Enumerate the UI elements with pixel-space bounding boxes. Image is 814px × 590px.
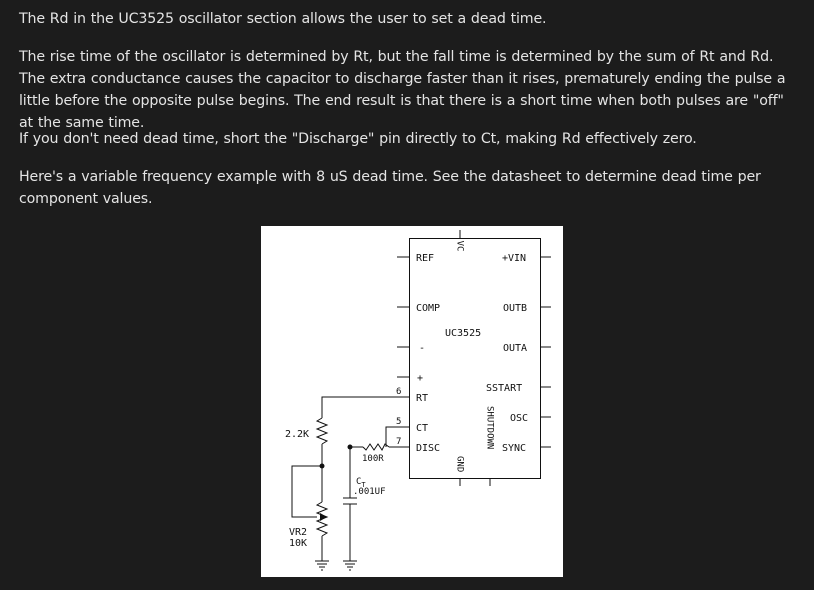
pin-label-outa: OUTA bbox=[503, 343, 528, 354]
junction-dot bbox=[320, 464, 325, 469]
uc3525-schematic-image bbox=[261, 226, 563, 577]
pin-label-plus: + bbox=[417, 373, 424, 384]
pin-label-sync: SYNC bbox=[502, 443, 527, 454]
pot-wiper-arrow bbox=[320, 513, 327, 521]
paragraph-intro: The Rd in the UC3525 oscillator section allows the user to set a dead time. bbox=[19, 11, 547, 27]
pin-label-vin: +VIN bbox=[502, 253, 527, 264]
pin-number-ct: 5 bbox=[396, 417, 402, 427]
paragraph-no-dead-time: If you don't need dead time, short the "Discharge" pin directly to Ct, making Rd effectively zero. bbox=[19, 131, 697, 147]
pin-label-shutdown: SHUTDOWN bbox=[484, 406, 495, 450]
capacitor-label: $C_T$ bbox=[356, 477, 366, 489]
pin-label-outb: OUTB bbox=[503, 303, 528, 314]
capacitor-value: .001UF bbox=[353, 487, 386, 497]
resistor-label-r1: 2.2K bbox=[285, 429, 310, 440]
pin-label-disc: DISC bbox=[416, 443, 441, 454]
paragraph-example: Here's a variable frequency example with 8 uS dead time. See the datasheet to determine dead time per component values. bbox=[19, 169, 761, 207]
pin-label-comp: COMP bbox=[416, 303, 441, 314]
pin-label-gnd: GND bbox=[454, 456, 465, 473]
pot-label: VR2 bbox=[289, 527, 308, 538]
pin-label-ref: REF bbox=[416, 253, 435, 264]
junction-dot bbox=[348, 445, 353, 450]
pin-label-ct: CT bbox=[416, 423, 429, 434]
chip-name: UC3525 bbox=[445, 328, 482, 339]
pin-label-sstart: SSTART bbox=[486, 383, 523, 394]
pin-number-rt: 6 bbox=[396, 387, 402, 397]
pot-value: 10K bbox=[289, 538, 308, 549]
pin-label-minus: - bbox=[419, 343, 426, 354]
paragraph-rise-fall-time: The rise time of the oscillator is determined by Rt, but the fall time is determined by the sum of Rt and Rd. The extra conductance causes the capacitor to discharge faster than it rises, prematurely ending the pulse a little before the opposite pulse begins. The end result is that there is a short time when both pulses are "off" at the same time. bbox=[19, 49, 786, 131]
resistor-label-rd: 100R bbox=[362, 454, 384, 464]
pin-label-vc: VC bbox=[454, 240, 465, 252]
pin-label-osc: OSC bbox=[510, 413, 529, 424]
schematic-drawing bbox=[261, 226, 563, 577]
pin-label-rt: RT bbox=[416, 393, 429, 404]
pin-number-disc: 7 bbox=[396, 437, 402, 447]
